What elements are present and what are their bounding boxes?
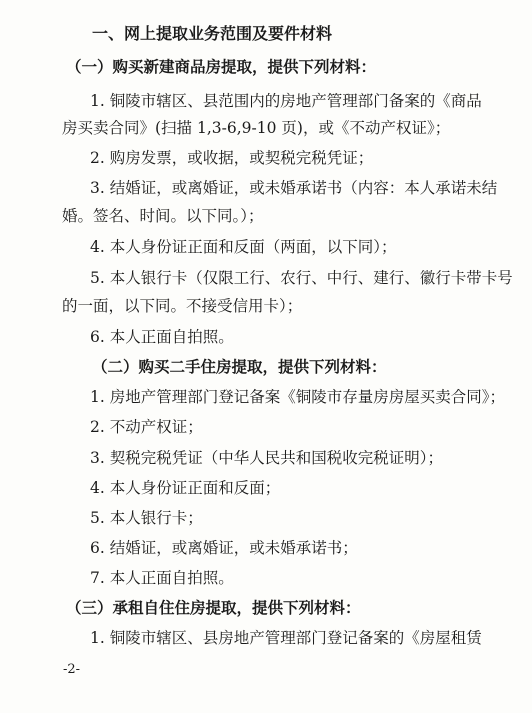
part1-item3-line2: 婚。签名、时间。以下同。）；	[62, 207, 264, 225]
part1-item4: 4. 本人身份证正面和反面（两面，以下同）；	[90, 238, 397, 256]
part3-heading: （三）承租自住住房提取，提供下列材料：	[66, 598, 361, 617]
part2-item7: 7. 本人正面自拍照。	[90, 569, 234, 587]
part2-item3: 3. 契税完税凭证（中华人民共和国税收完税证明）；	[90, 449, 443, 467]
part1-item5-line1: 5. 本人银行卡（仅限工行、农行、中行、建行、徽行卡带卡号	[90, 269, 513, 287]
page-number: -2-	[63, 662, 81, 677]
part2-item1: 1. 房地产管理部门登记备案《铜陵市存量房房屋买卖合同》；	[90, 388, 505, 406]
part2-heading: （二）购买二手住房提取，提供下列材料：	[92, 357, 387, 376]
part1-item3-line1: 3. 结婚证，或离婚证，或未婚承诺书（内容：本人承诺未结	[90, 179, 498, 197]
part2-item6: 6. 结婚证，或离婚证，或未婚承诺书；	[90, 539, 358, 557]
part1-item1-line1: 1. 铜陵市辖区、县范围内的房地产管理部门备案的《商品	[90, 92, 482, 110]
part1-item6: 6. 本人正面自拍照。	[90, 328, 234, 346]
part3-item1-line1: 1. 铜陵市辖区、县房地产管理部门登记备案的《房屋租赁	[90, 629, 482, 647]
part2-item5: 5. 本人银行卡；	[90, 509, 203, 527]
part1-item5-line2: 的一面，以下同。不接受信用卡）；	[62, 297, 303, 315]
part1-item2: 2. 购房发票，或收据，或契税完税凭证；	[90, 149, 374, 167]
part2-item2: 2. 不动产权证；	[90, 418, 203, 436]
section-title: 一、网上提取业务范围及要件材料	[92, 24, 333, 43]
part2-item4: 4. 本人身份证正面和反面；	[90, 479, 281, 497]
part1-heading: （一）购买新建商品房提取，提供下列材料：	[66, 57, 377, 76]
part1-item1-line2: 房买卖合同》(扫描 1,3-6,9-10 页)，或《不动产权证》；	[62, 119, 451, 137]
